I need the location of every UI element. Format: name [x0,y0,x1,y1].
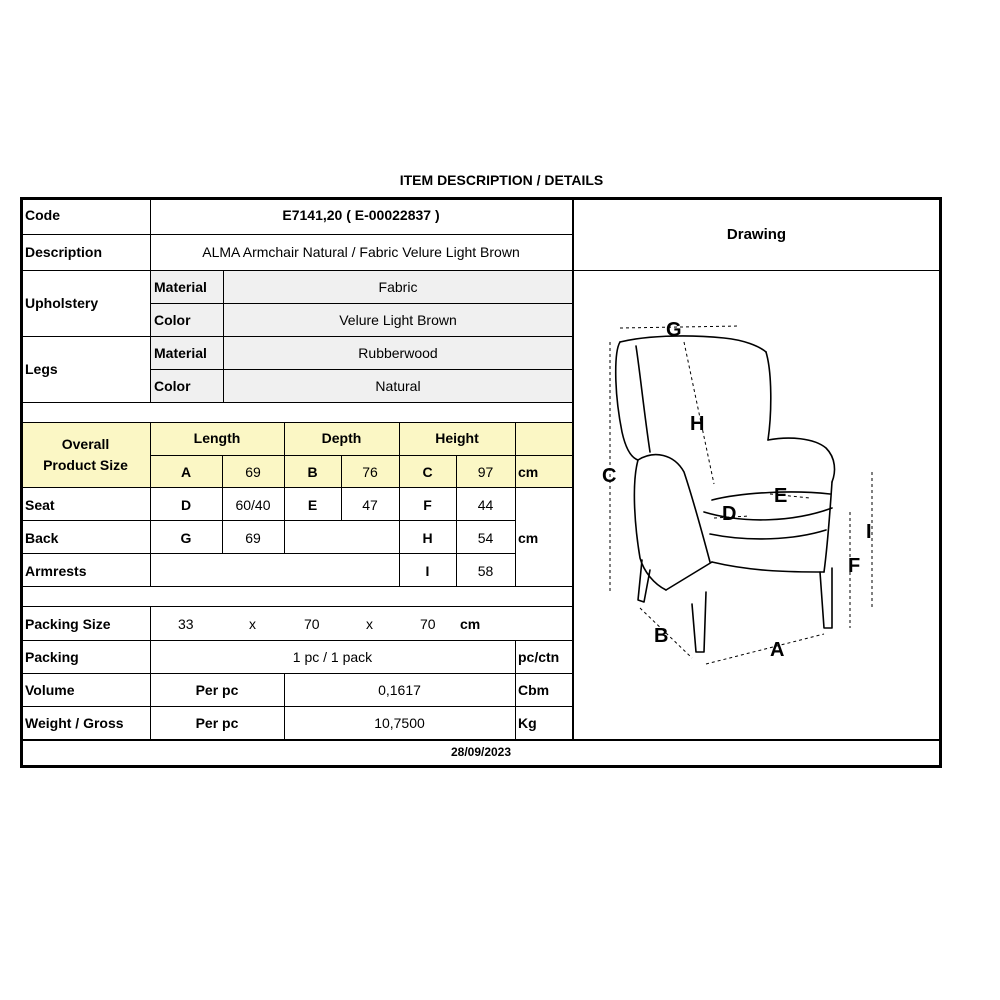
rule [20,640,573,641]
drawing-letter-a: A [770,639,785,661]
dim-i-letter: I [425,563,430,579]
rule [20,520,516,521]
dim-i-value: 58 [477,563,494,579]
packing-label: Packing [25,649,79,665]
rule [20,336,573,337]
chair-right-wing [766,352,771,440]
armrests-label: Armrests [25,563,87,579]
packing-size-v3: 70 [420,616,436,632]
rule [20,553,516,554]
legs-material: Rubberwood [358,345,438,361]
legs-color-label: Color [154,378,191,394]
seat-back-unit: cm [518,530,539,546]
frame-left [20,197,23,768]
chair-leg-front-right [820,568,832,628]
legs-material-label: Material [154,345,207,361]
chair-right-arm-top [768,438,834,482]
rule [150,303,573,304]
volume-unit: Cbm [518,682,550,698]
frame-right [939,197,942,768]
dim-g-value: 69 [245,530,261,546]
overall-unit: cm [518,464,539,480]
dim-h-value: 54 [477,530,494,546]
chair-right-arm-side [824,482,832,572]
upholstery-color: Velure Light Brown [339,312,457,328]
dim-a-value: 69 [245,464,261,480]
weight-per: Per pc [195,715,239,731]
rule [20,270,941,271]
packing-size-x2: x [366,616,373,632]
packing-size-x1: x [249,616,256,632]
upholstery-color-label: Color [154,312,191,328]
dim-d-letter: D [180,497,192,513]
dim-a-letter: A [180,464,192,480]
document-title: ITEM DESCRIPTION / DETAILS [399,172,604,188]
rule-v [150,197,151,403]
drawing-letter-g: G [666,319,682,341]
rule [20,606,573,607]
packing-size-unit: cm [460,616,481,632]
packing-size-v2: 70 [304,616,320,632]
upholstery-material: Fabric [378,279,418,295]
dim-h-letter: H [422,530,433,546]
rule [20,402,573,403]
rule [150,369,573,370]
document-date: 28/09/2023 [450,745,512,759]
rule [20,739,941,741]
chair-back-inner-left [636,346,650,452]
rule [20,673,573,674]
code-label: Code [25,207,60,223]
chair-left-wing [616,342,638,460]
height-header: Height [435,430,479,446]
description-label: Description [25,244,103,260]
rule [20,706,573,707]
dim-c-letter: C [422,464,433,480]
dim-e-letter: E [307,497,318,513]
packing-value: 1 pc / 1 pack [292,649,373,665]
rule [20,234,573,235]
overall-label-line1: Overall [61,436,110,452]
frame-bottom [20,765,942,768]
dim-b-value: 76 [362,464,378,480]
drawing-letter-f: F [848,555,861,577]
rule-v [515,640,516,740]
weight-value: 10,7500 [374,715,425,731]
drawing-letter-i: I [866,521,872,543]
volume-per: Per pc [195,682,239,698]
drawing-letter-d: D [722,503,737,525]
description-value: ALMA Armchair Natural / Fabric Velure Light Brown [202,244,520,260]
volume-label: Volume [25,682,75,698]
dim-d-value: 60/40 [235,497,271,513]
packing-size-v1: 33 [178,616,194,632]
rule [20,586,573,587]
weight-label: Weight / Gross [25,715,124,731]
dim-b-letter: B [307,464,318,480]
drawing-letter-e: E [774,485,788,507]
overall-label-line2: Product Size [43,457,128,473]
drawing-label: Drawing [726,226,787,243]
weight-unit: Kg [518,715,537,731]
dim-f-letter: F [423,497,432,513]
code-value: E7141,20 ( E-00022837 ) [282,207,440,223]
chair-base-side [666,562,712,590]
dim-g-letter: G [180,530,192,546]
drawing-letter-h: H [690,413,705,435]
volume-value: 0,1617 [378,682,421,698]
rule-v [515,422,516,587]
chair-leg-front-left [692,592,706,652]
upholstery-material-label: Material [154,279,207,295]
drawing-letter-b: B [654,625,669,647]
rule [20,422,573,423]
armchair-drawing [574,272,939,738]
legs-label: Legs [25,361,58,377]
drawing-letter-c: C [602,465,617,487]
frame-top [20,197,942,200]
upholstery-label: Upholstery [25,295,99,311]
back-label: Back [25,530,59,546]
depth-header: Depth [321,430,362,446]
dim-f-value: 44 [477,497,494,513]
legs-color: Natural [375,378,421,394]
rule [150,455,573,456]
seat-label: Seat [25,497,55,513]
packing-size-label: Packing Size [25,616,111,632]
chair-back-top [620,336,766,352]
length-header: Length [193,430,241,446]
chair-seat-back-edge [712,492,830,500]
chair-base-front [712,562,824,572]
rule [20,487,573,488]
chair-left-arm [638,455,710,562]
dimension-line-a [706,634,824,664]
chair-seat-base [710,530,826,539]
packing-unit: pc/ctn [518,649,560,665]
dim-e-value: 47 [362,497,378,513]
dim-c-value: 97 [477,464,494,480]
